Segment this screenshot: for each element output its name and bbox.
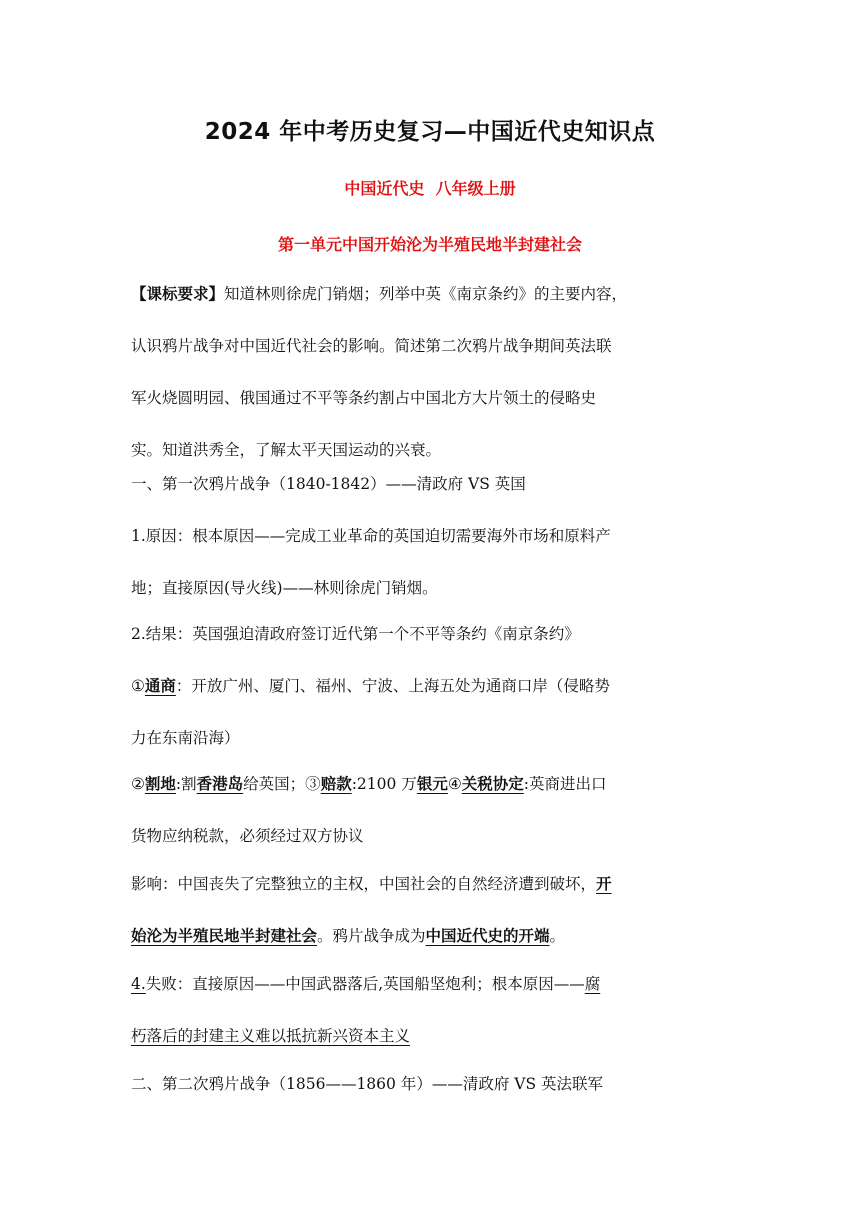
subtitle-unit: 第一单元中国开始沦为半殖民地半封建社会 <box>277 235 582 254</box>
impact-keyword-1a: 开 <box>596 875 612 893</box>
result-line: 2.结果：英国强迫清政府签订近代第一个不平等条约《南京条约》 <box>131 625 580 643</box>
impact-line-2 <box>131 910 733 962</box>
section-heading-2-text: 二、第二次鸦片战争（1856——1860 年）——清政府 VS 英法联军 <box>131 1075 603 1093</box>
paragraph-result <box>131 608 733 660</box>
paragraph-trade <box>131 660 733 764</box>
cession-text-3: :2100 万 <box>351 775 417 793</box>
cause-line-2: 地；直接原因(导火线)——林则徐虎门销烟。 <box>131 579 438 597</box>
section-heading-1 <box>131 458 733 510</box>
cession-text-2: 给英国；③ <box>243 775 321 793</box>
impact-text-3: 。 <box>549 927 566 945</box>
subtitle-volume: 中国近代史 八年级上册 <box>344 179 516 198</box>
cession-line-1 <box>131 758 733 810</box>
keyword-hong-kong: 香港岛 <box>196 775 244 793</box>
keyword-indemnity: 赔款 <box>320 775 352 793</box>
document-title: 2024 年中考历史复习—中国近代史知识点 <box>204 119 656 145</box>
keyword-tariff: 关税协定 <box>461 775 524 793</box>
curriculum-requirements <box>131 268 733 476</box>
keyword-silver: 银元 <box>416 775 448 793</box>
cession-text-1: :割 <box>175 775 197 793</box>
curriculum-line-4: 实。知道洪秀全，了解太平天国运动的兴衰。 <box>131 441 442 459</box>
cession-line-2: 货物应纳税款，必须经过双方协议 <box>131 827 364 845</box>
curriculum-line-2: 认识鸦片战争对中国近代社会的影响。简述第二次鸦片战争期间英法联 <box>131 337 612 355</box>
paragraph-cession <box>131 758 733 862</box>
paragraph-failure <box>131 958 733 1062</box>
trade-num: ① <box>131 677 145 695</box>
paragraph-impact <box>131 858 733 962</box>
cause-line-1: 1.原因：根本原因——完成工业革命的英国迫切需要海外市场和原料产 <box>131 527 611 545</box>
keyword-cession: 割地 <box>144 775 176 793</box>
section-heading-2 <box>131 1058 733 1110</box>
failure-line-1 <box>131 958 733 1010</box>
failure-line-2 <box>131 1010 733 1062</box>
trade-keyword: 通商 <box>144 677 176 695</box>
impact-keyword-2: 中国近代史的开端 <box>425 927 550 945</box>
cession-text-4: ④ <box>447 775 462 793</box>
curriculum-text: 知道林则徐虎门销烟；列举中英《南京条约》的主要内容， <box>224 285 628 303</box>
impact-line-1 <box>131 858 733 910</box>
failure-text: 失败：直接原因——中国武器落后,英国船坚炮利；根本原因—— <box>145 975 585 993</box>
trade-line-2: 力在东南沿海） <box>131 729 240 747</box>
failure-num: 4. <box>131 975 146 993</box>
failure-underline-1: 腐 <box>584 975 601 993</box>
cession-num: ② <box>131 775 145 793</box>
impact-text-2: 。鸦片战争成为 <box>317 927 426 945</box>
trade-line-1 <box>131 660 733 712</box>
failure-underline-2: 朽落后的封建主义难以抵抗新兴资本主义 <box>131 1027 411 1045</box>
impact-keyword-1b: 始沦为半殖民地半封建社会 <box>131 927 318 945</box>
impact-text-1: 影响：中国丧失了完整独立的主权，中国社会的自然经济遭到破坏， <box>131 875 597 893</box>
cession-text-5: :英商进出口 <box>523 775 607 793</box>
curriculum-label: 【课标要求】 <box>131 285 225 303</box>
curriculum-line-1 <box>131 268 733 320</box>
paragraph-cause <box>131 510 733 614</box>
trade-text: ：开放广州、厦门、福州、宁波、上海五处为通商口岸（侵略势 <box>175 677 610 695</box>
section-heading-1-text: 一、第一次鸦片战争（1840-1842）——清政府 VS 英国 <box>131 475 526 493</box>
curriculum-line-3: 军火烧圆明园、俄国通过不平等条约割占中国北方大片领土的侵略史 <box>131 389 597 407</box>
